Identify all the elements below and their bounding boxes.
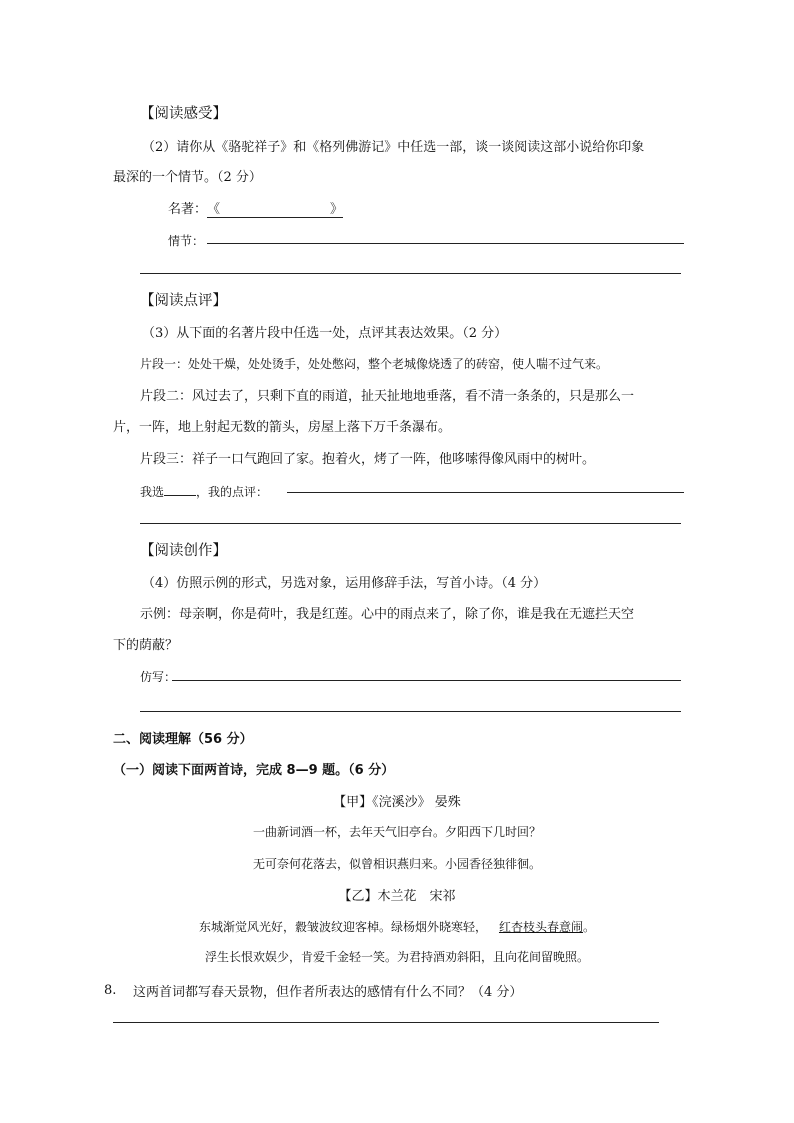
part-2-title: 二、阅读理解（56 分） [113, 732, 253, 747]
section-heading-reading-review: 【阅读点评】 [140, 293, 227, 309]
review-answer-line-2[interactable] [140, 523, 681, 524]
choice-field[interactable] [140, 483, 268, 500]
poem-b-line1-end: 。 [583, 920, 596, 934]
book-title-blank: 《 》 [207, 198, 343, 218]
section-heading-reading-creation: 【阅读创作】 [140, 543, 227, 559]
imitation-answer-line-1[interactable] [172, 680, 681, 681]
question-4: （4）仿照示例的形式，另选对象，运用修辞手法，写首小诗。（4 分） [142, 576, 547, 591]
question-2-line2: 最深的一个情节。（2 分） [113, 170, 262, 185]
example-line1: 示例：母亲啊，你是荷叶，我是红莲。心中的雨点来了，除了你，谁是我在无遮拦天空 [140, 607, 635, 622]
review-answer-line-1[interactable] [287, 492, 684, 493]
poem-b-title: 【乙】木兰花 宋祁 [338, 889, 456, 904]
question-8-text: 这两首词都写春天景物，但作者所表达的感情有什么不同？（4 分） [133, 985, 523, 1000]
poem-b-underlined-phrase: 红杏枝头春意闹 [498, 920, 583, 934]
imitation-label: 仿写： [140, 670, 177, 684]
plot-answer-line-1[interactable] [207, 243, 684, 244]
fragment-2-line2: 片，一阵，地上射起无数的箭头，房屋上落下万千条瀑布。 [113, 420, 452, 435]
poem-b-line1 [0, 918, 794, 935]
question-2-line1: （2）请你从《骆驼祥子》和《格列佛游记》中任选一部，谈一谈阅读这部小说给你印象 [142, 140, 645, 155]
example-line2: 下的荫蔽？ [113, 638, 179, 653]
question-3: （3）从下面的名著片段中任选一处，点评其表达效果。（2 分） [142, 326, 508, 341]
poem-b-line1-main: 东城渐觉风光好，縠皱波纹迎客棹。绿杨烟外晓寒轻， [198, 920, 487, 934]
plot-answer-line-2[interactable] [140, 273, 681, 274]
part-2-subtitle: （一）阅读下面两首诗，完成 8—9 题。（6 分） [113, 763, 395, 778]
poem-a-line2: 无可奈何花落去，似曾相识燕归来。小园香径独徘徊。 [252, 857, 541, 871]
plot-label: 情节： [168, 234, 205, 248]
choice-blank [164, 483, 196, 496]
fragment-1: 片段一：处处干燥，处处烫手，处处憋闷，整个老城像烧透了的砖窑，使人喘不过气来。 [140, 357, 609, 371]
book-answer-field[interactable] [168, 198, 343, 218]
question-8-answer-line[interactable] [113, 1022, 659, 1023]
section-heading-reading-feeling: 【阅读感受】 [140, 106, 227, 122]
choose-suffix: ，我的点评： [196, 485, 269, 499]
poem-a-line1: 一曲新词酒一杯，去年天气旧亭台。夕阳西下几时回？ [252, 825, 541, 839]
book-label: 名著： [168, 202, 208, 217]
fragment-2-line1: 片段二：风过去了，只剩下直的雨道，扯天扯地地垂落，看不清一条条的，只是那么一 [140, 389, 635, 404]
poem-b-line2: 浮生长恨欢娱少，肯爱千金轻一笑。为君持酒劝斜阳，且向花间留晚照。 [204, 950, 589, 964]
fragment-3: 片段三：祥子一口气跑回了家。抱着火，烤了一阵，他哆嗦得像风雨中的树叶。 [140, 452, 596, 467]
imitation-answer-line-2[interactable] [140, 711, 681, 712]
choose-prefix: 我选 [140, 485, 165, 499]
poem-a-title: 【甲】《浣溪沙》 晏殊 [333, 795, 461, 810]
question-8-number: 8. [104, 983, 117, 998]
